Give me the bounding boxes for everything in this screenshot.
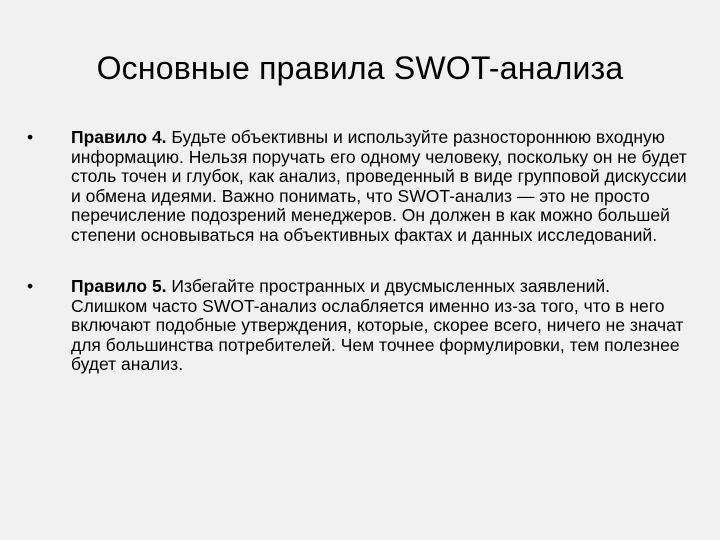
bullet-list xyxy=(27,128,687,407)
bullet-item-rule-4 xyxy=(27,128,687,245)
rule-label: Правило 5. xyxy=(71,276,167,296)
rule-text: Избегайте пространных и двусмысленных заявлений. Слишком часто SWOT-анализ ослабляется именно из-за того, что в него включают подобные утверждения, которые, скорее всего, ничего не значат для большинства потребителей. Чем точнее формулировки, тем полезнее будет анализ. xyxy=(71,276,684,374)
bullet-icon: • xyxy=(27,276,34,296)
bullet-icon: • xyxy=(27,127,34,147)
bullet-item-rule-5 xyxy=(27,277,687,375)
slide-title: Основные правила SWOT-анализа xyxy=(96,50,624,86)
rule-label: Правило 4. xyxy=(71,127,167,147)
rule-text: Будьте объективны и используйте разностороннюю входную информацию. Нельзя поручать его одному человеку, поскольку он не будет столь точен и глубок, как анализ, проведенный в виде групповой дискуссии и обмена идеями. Важно понимать, что SWOT-анализ — это не просто перечисление подозрений менеджеров. Он должен в как можно большей степени основываться на объективных фактах и данных исследований. xyxy=(71,127,687,245)
